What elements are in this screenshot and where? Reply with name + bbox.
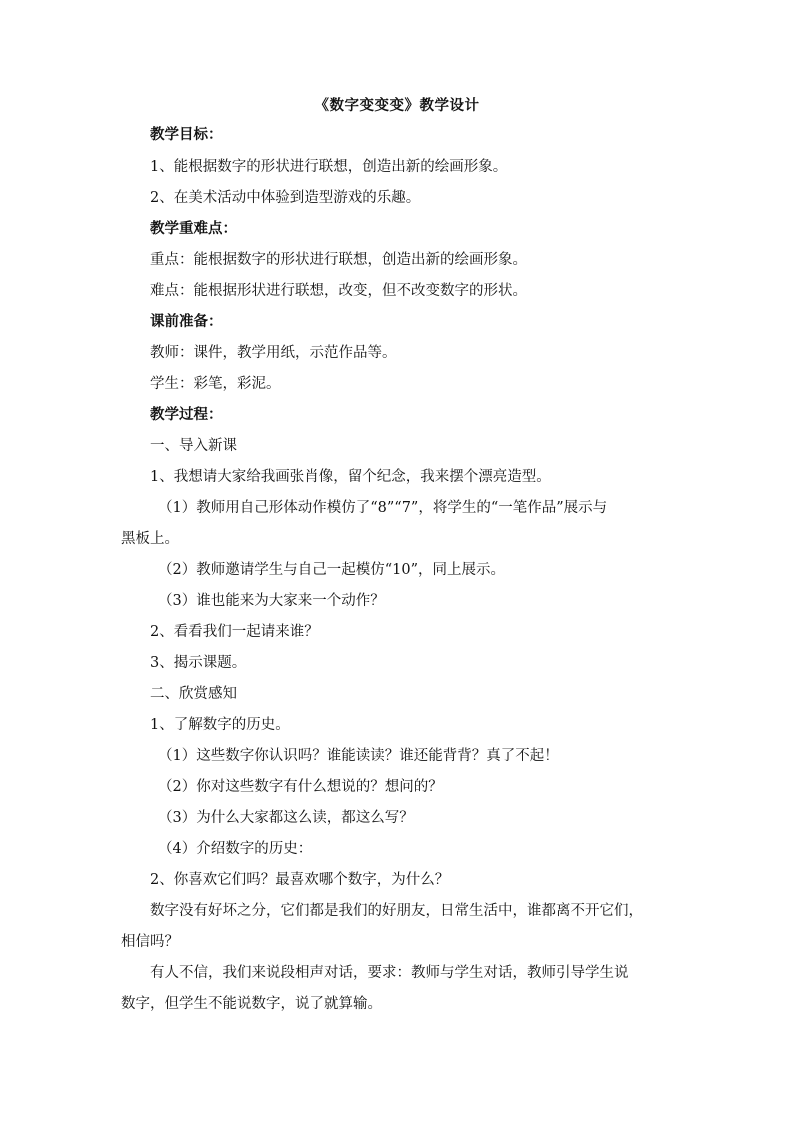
goals-heading: 教学目标： xyxy=(150,126,223,143)
sub-step-item: （3）为什么大家都这么读，都这么写？ xyxy=(158,810,414,826)
section-heading: 一、导入新课 xyxy=(150,438,237,454)
sub-step-item: （2）你对这些数字有什么想说的？想问的？ xyxy=(158,779,443,795)
step-item: 3、揭示课题。 xyxy=(150,655,247,671)
paragraph-continuation: 数字，但学生不能说数字，说了就算输。 xyxy=(121,996,382,1012)
goal-item: 2、在美术活动中体验到造型游戏的乐趣。 xyxy=(150,190,421,206)
key-point: 重点：能根据数字的形状进行联想，创造出新的绘画形象。 xyxy=(150,252,527,268)
step-item: 2、看看我们一起请来谁？ xyxy=(150,624,319,640)
difficult-point: 难点：能根据形状进行联想，改变，但不改变数字的形状。 xyxy=(150,283,527,299)
page-title: 《数字变变变》教学设计 xyxy=(314,97,480,114)
sub-step-item: （1）教师用自己形体动作模仿了“8”“7”，将学生的“一笔作品”展示与 xyxy=(158,500,608,516)
step-item: 1、了解数字的历史。 xyxy=(150,717,290,733)
goal-item: 1、能根据数字的形状进行联想，创造出新的绘画形象。 xyxy=(150,159,508,175)
step-item: 1、我想请大家给我画张肖像，留个纪念，我来摆个漂亮造型。 xyxy=(150,469,551,485)
sub-step-item: （1）这些数字你认识吗？谁能读读？谁还能背背？真了不起！ xyxy=(158,748,559,764)
process-heading: 教学过程： xyxy=(150,406,223,423)
sub-step-item: （4）介绍数字的历史： xyxy=(158,841,313,857)
paragraph-continuation: 相信吗？ xyxy=(121,934,179,950)
sub-step-item: （2）教师邀请学生与自己一起模仿“10”，同上展示。 xyxy=(158,562,505,578)
prep-teacher: 教师：课件，教学用纸，示范作品等。 xyxy=(150,345,397,361)
prep-student: 学生：彩笔，彩泥。 xyxy=(150,376,281,392)
step-item: 2、你喜欢它们吗？最喜欢哪个数字，为什么？ xyxy=(150,872,450,888)
sub-step-item: （3）谁也能来为大家来一个动作？ xyxy=(158,593,385,609)
paragraph-line: 有人不信，我们来说段相声对话，要求：教师与学生对话，教师引导学生说 xyxy=(150,965,629,981)
prep-heading: 课前准备： xyxy=(150,313,223,330)
section-heading: 二、欣赏感知 xyxy=(150,686,237,702)
key-points-heading: 教学重难点： xyxy=(150,220,237,237)
sub-step-continuation: 黑板上。 xyxy=(121,531,179,547)
paragraph-line: 数字没有好坏之分，它们都是我们的好朋友，日常生活中，谁都离不开它们， xyxy=(150,903,643,919)
